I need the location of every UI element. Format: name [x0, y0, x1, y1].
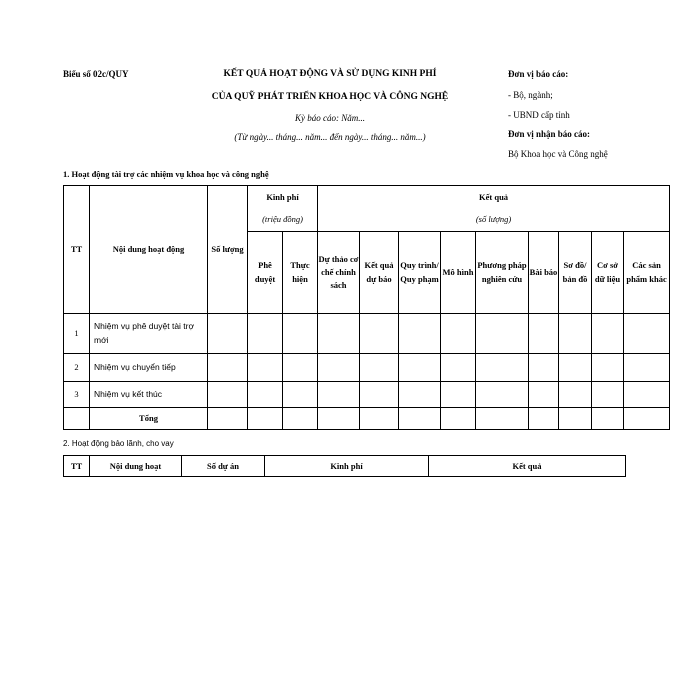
reporting-unit-item: - UBND cấp tỉnh [508, 110, 570, 120]
reporting-unit-item: - Bộ, ngành; [508, 90, 553, 100]
header-result-map: Sơ đồ/ bản đồ [559, 232, 592, 314]
table-row [64, 354, 670, 382]
total-row [64, 408, 670, 430]
header-approved: Phê duyệt [248, 232, 283, 314]
header-funding-unit: (triệu đồng) [248, 209, 318, 232]
header-results: Kết quả [429, 456, 626, 477]
report-period: Kỳ báo cáo: Năm... [295, 113, 365, 123]
funding-results-table [63, 185, 670, 430]
header-result-method: Phương pháp nghiên cứu [476, 232, 529, 314]
header-funding: Kinh phí [265, 456, 429, 477]
header-result-model: Mô hình [441, 232, 476, 314]
guarantee-loan-table [63, 455, 626, 477]
header-results: Kết quả [318, 186, 670, 209]
report-title-line1: KẾT QUẢ HOẠT ĐỘNG VÀ SỬ DỤNG KINH PHÍ [223, 69, 437, 79]
header-result-database: Cơ sở dữ liệu [592, 232, 624, 314]
header-results-unit: (số lượng) [318, 209, 670, 232]
header-tt: TT [64, 186, 90, 314]
report-date-range: (Từ ngày... tháng... năm... đến ngày... tháng... năm...) [234, 132, 426, 142]
header-result-other: Các sản phẩm khác [624, 232, 670, 314]
recipient-label: Đơn vị nhận báo cáo: [508, 129, 591, 139]
form-code: Biểu số 02c/QUY [63, 69, 129, 79]
row-activity: Nhiệm vụ phê duyệt tài trợ mới [90, 314, 208, 354]
header-result-procedure: Quy trình/ Quy phạm [399, 232, 441, 314]
row-tt: 3 [64, 382, 90, 408]
recipient-name: Bộ Khoa học và Công nghệ [508, 149, 608, 159]
row-activity: Nhiệm vụ chuyển tiếp [90, 354, 208, 382]
header-project-count: Số dự án [182, 456, 265, 477]
row-tt: 2 [64, 354, 90, 382]
header-quantity: Số lượng [208, 186, 248, 314]
header-activity: Nội dung hoạt [90, 456, 182, 477]
total-label: Tổng [90, 408, 208, 430]
header-executed: Thực hiện [283, 232, 318, 314]
header-funding: Kinh phí [248, 186, 318, 209]
row-tt: 1 [64, 314, 90, 354]
header-result-forecast: Kết quả dự báo [360, 232, 399, 314]
header-tt: TT [64, 456, 90, 477]
section1-title: 1. Hoạt động tài trợ các nhiệm vụ khoa học và công nghệ [63, 169, 269, 179]
header-result-article: Bài báo [529, 232, 559, 314]
section2-title: 2. Hoạt động bảo lãnh, cho vay [63, 439, 174, 448]
reporting-unit-label: Đơn vị báo cáo: [508, 69, 569, 79]
table-row [64, 314, 670, 354]
row-activity: Nhiệm vụ kết thúc [90, 382, 208, 408]
header-activity: Nội dung hoạt động [90, 186, 208, 314]
header-result-policy-draft: Dự thảo cơ chế chính sách [318, 232, 360, 314]
report-title-line2: CỦA QUỸ PHÁT TRIỂN KHOA HỌC VÀ CÔNG NGHỆ [211, 92, 449, 102]
table-row [64, 382, 670, 408]
